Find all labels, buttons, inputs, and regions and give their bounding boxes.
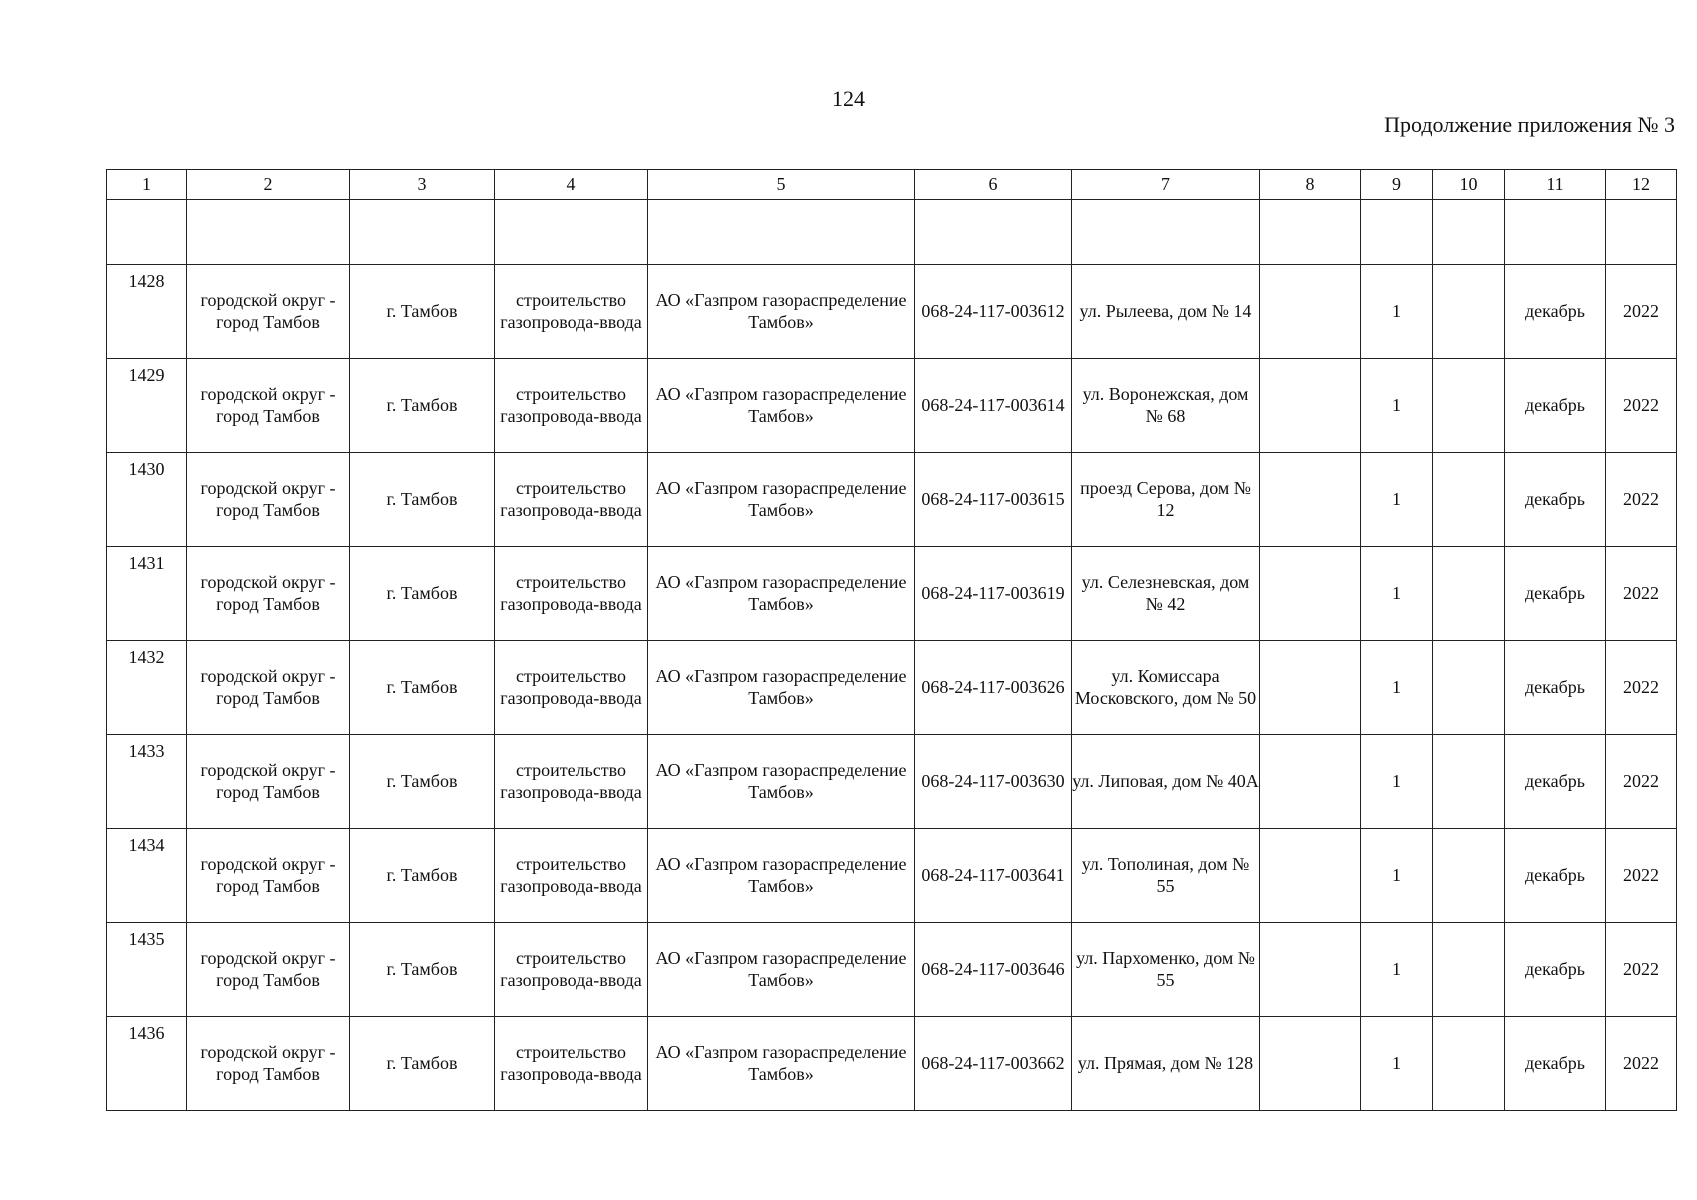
count-cell: 1 bbox=[1361, 547, 1433, 641]
work-type-cell: строительство газопровода-ввода bbox=[495, 359, 648, 453]
column-10-cell bbox=[1433, 453, 1505, 547]
month-cell: декабрь bbox=[1505, 1017, 1606, 1111]
count-cell: 1 bbox=[1361, 923, 1433, 1017]
address-cell: проезд Серова, дом № 12 bbox=[1072, 453, 1260, 547]
count-cell: 1 bbox=[1361, 735, 1433, 829]
table-row bbox=[107, 265, 1677, 359]
column-10-cell bbox=[1433, 1017, 1505, 1111]
table-row bbox=[107, 923, 1677, 1017]
column-8-cell bbox=[1260, 641, 1361, 735]
column-header: 12 bbox=[1606, 170, 1677, 200]
column-10-cell bbox=[1433, 547, 1505, 641]
table-row bbox=[107, 453, 1677, 547]
count-cell: 1 bbox=[1361, 359, 1433, 453]
work-type-cell: строительство газопровода-ввода bbox=[495, 641, 648, 735]
appendix-continuation-note: Продолжение приложения № 3 bbox=[1384, 112, 1675, 137]
row-number-cell: 1428 bbox=[107, 265, 187, 359]
column-header: 10 bbox=[1433, 170, 1505, 200]
row-number-cell: 1434 bbox=[107, 829, 187, 923]
work-type-cell: строительство газопровода-ввода bbox=[495, 265, 648, 359]
table-body bbox=[107, 265, 1677, 1111]
locality-cell: г. Тамбов bbox=[350, 359, 495, 453]
column-8-cell bbox=[1260, 1017, 1361, 1111]
organization-cell: АО «Газпром газораспределение Тамбов» bbox=[648, 641, 915, 735]
organization-cell: АО «Газпром газораспределение Тамбов» bbox=[648, 453, 915, 547]
column-10-cell bbox=[1433, 641, 1505, 735]
column-header: 9 bbox=[1361, 170, 1433, 200]
empty-cell bbox=[1361, 200, 1433, 265]
column-header: 11 bbox=[1505, 170, 1606, 200]
empty-cell bbox=[1260, 200, 1361, 265]
column-10-cell bbox=[1433, 735, 1505, 829]
count-cell: 1 bbox=[1361, 453, 1433, 547]
organization-cell: АО «Газпром газораспределение Тамбов» bbox=[648, 359, 915, 453]
registration-code-cell: 068-24-117-003619 bbox=[915, 547, 1072, 641]
column-header: 6 bbox=[915, 170, 1072, 200]
row-number-cell: 1433 bbox=[107, 735, 187, 829]
work-type-cell: строительство газопровода-ввода bbox=[495, 453, 648, 547]
month-cell: декабрь bbox=[1505, 641, 1606, 735]
column-header: 7 bbox=[1072, 170, 1260, 200]
table-row bbox=[107, 641, 1677, 735]
month-cell: декабрь bbox=[1505, 359, 1606, 453]
empty-cell bbox=[1606, 200, 1677, 265]
address-cell: ул. Комиссара Московского, дом № 50 bbox=[1072, 641, 1260, 735]
empty-cell bbox=[1505, 200, 1606, 265]
organization-cell: АО «Газпром газораспределение Тамбов» bbox=[648, 265, 915, 359]
column-10-cell bbox=[1433, 829, 1505, 923]
locality-cell: г. Тамбов bbox=[350, 547, 495, 641]
district-cell: городской округ - город Тамбов bbox=[187, 641, 350, 735]
locality-cell: г. Тамбов bbox=[350, 923, 495, 1017]
column-header: 5 bbox=[648, 170, 915, 200]
empty-cell bbox=[1433, 200, 1505, 265]
registration-code-cell: 068-24-117-003641 bbox=[915, 829, 1072, 923]
empty-cell bbox=[915, 200, 1072, 265]
district-cell: городской округ - город Тамбов bbox=[187, 1017, 350, 1111]
table-row bbox=[107, 735, 1677, 829]
address-cell: ул. Пархоменко, дом № 55 bbox=[1072, 923, 1260, 1017]
organization-cell: АО «Газпром газораспределение Тамбов» bbox=[648, 735, 915, 829]
column-header: 8 bbox=[1260, 170, 1361, 200]
work-type-cell: строительство газопровода-ввода bbox=[495, 829, 648, 923]
row-number-cell: 1435 bbox=[107, 923, 187, 1017]
organization-cell: АО «Газпром газораспределение Тамбов» bbox=[648, 1017, 915, 1111]
count-cell: 1 bbox=[1361, 1017, 1433, 1111]
district-cell: городской округ - город Тамбов bbox=[187, 453, 350, 547]
registration-code-cell: 068-24-117-003646 bbox=[915, 923, 1072, 1017]
locality-cell: г. Тамбов bbox=[350, 1017, 495, 1111]
page-number: 124 bbox=[832, 86, 865, 111]
organization-cell: АО «Газпром газораспределение Тамбов» bbox=[648, 923, 915, 1017]
empty-cell bbox=[648, 200, 915, 265]
month-cell: декабрь bbox=[1505, 453, 1606, 547]
month-cell: декабрь bbox=[1505, 265, 1606, 359]
address-cell: ул. Тополиная, дом № 55 bbox=[1072, 829, 1260, 923]
address-cell: ул. Селезневская, дом № 42 bbox=[1072, 547, 1260, 641]
district-cell: городской округ - город Тамбов bbox=[187, 547, 350, 641]
registration-code-cell: 068-24-117-003662 bbox=[915, 1017, 1072, 1111]
table-row bbox=[107, 1017, 1677, 1111]
year-cell: 2022 bbox=[1606, 359, 1677, 453]
column-number-header-row bbox=[107, 170, 1677, 200]
locality-cell: г. Тамбов bbox=[350, 265, 495, 359]
empty-table-row bbox=[107, 200, 1677, 265]
work-type-cell: строительство газопровода-ввода bbox=[495, 547, 648, 641]
column-10-cell bbox=[1433, 359, 1505, 453]
district-cell: городской округ - город Тамбов bbox=[187, 265, 350, 359]
year-cell: 2022 bbox=[1606, 453, 1677, 547]
work-type-cell: строительство газопровода-ввода bbox=[495, 735, 648, 829]
column-8-cell bbox=[1260, 265, 1361, 359]
year-cell: 2022 bbox=[1606, 547, 1677, 641]
empty-cell bbox=[187, 200, 350, 265]
document-table-container bbox=[106, 169, 1676, 1111]
column-8-cell bbox=[1260, 923, 1361, 1017]
count-cell: 1 bbox=[1361, 265, 1433, 359]
year-cell: 2022 bbox=[1606, 923, 1677, 1017]
row-number-cell: 1432 bbox=[107, 641, 187, 735]
work-type-cell: строительство газопровода-ввода bbox=[495, 1017, 648, 1111]
locality-cell: г. Тамбов bbox=[350, 735, 495, 829]
year-cell: 2022 bbox=[1606, 735, 1677, 829]
locality-cell: г. Тамбов bbox=[350, 641, 495, 735]
year-cell: 2022 bbox=[1606, 1017, 1677, 1111]
address-cell: ул. Липовая, дом № 40А bbox=[1072, 735, 1260, 829]
empty-cell bbox=[107, 200, 187, 265]
month-cell: декабрь bbox=[1505, 547, 1606, 641]
month-cell: декабрь bbox=[1505, 735, 1606, 829]
column-header: 3 bbox=[350, 170, 495, 200]
district-cell: городской округ - город Тамбов bbox=[187, 735, 350, 829]
column-10-cell bbox=[1433, 265, 1505, 359]
locality-cell: г. Тамбов bbox=[350, 829, 495, 923]
organization-cell: АО «Газпром газораспределение Тамбов» bbox=[648, 547, 915, 641]
year-cell: 2022 bbox=[1606, 829, 1677, 923]
column-header: 1 bbox=[107, 170, 187, 200]
address-cell: ул. Воронежская, дом № 68 bbox=[1072, 359, 1260, 453]
column-8-cell bbox=[1260, 735, 1361, 829]
work-type-cell: строительство газопровода-ввода bbox=[495, 923, 648, 1017]
district-cell: городской округ - город Тамбов bbox=[187, 359, 350, 453]
organization-cell: АО «Газпром газораспределение Тамбов» bbox=[648, 829, 915, 923]
address-cell: ул. Прямая, дом № 128 bbox=[1072, 1017, 1260, 1111]
registration-code-cell: 068-24-117-003630 bbox=[915, 735, 1072, 829]
registration-code-cell: 068-24-117-003626 bbox=[915, 641, 1072, 735]
registration-code-cell: 068-24-117-003615 bbox=[915, 453, 1072, 547]
empty-cell bbox=[1072, 200, 1260, 265]
column-8-cell bbox=[1260, 547, 1361, 641]
district-cell: городской округ - город Тамбов bbox=[187, 829, 350, 923]
month-cell: декабрь bbox=[1505, 923, 1606, 1017]
table-row bbox=[107, 359, 1677, 453]
column-10-cell bbox=[1433, 923, 1505, 1017]
address-cell: ул. Рылеева, дом № 14 bbox=[1072, 265, 1260, 359]
column-8-cell bbox=[1260, 359, 1361, 453]
row-number-cell: 1429 bbox=[107, 359, 187, 453]
count-cell: 1 bbox=[1361, 829, 1433, 923]
row-number-cell: 1431 bbox=[107, 547, 187, 641]
empty-cell bbox=[350, 200, 495, 265]
registration-code-cell: 068-24-117-003612 bbox=[915, 265, 1072, 359]
empty-cell bbox=[495, 200, 648, 265]
year-cell: 2022 bbox=[1606, 641, 1677, 735]
count-cell: 1 bbox=[1361, 641, 1433, 735]
row-number-cell: 1430 bbox=[107, 453, 187, 547]
row-number-cell: 1436 bbox=[107, 1017, 187, 1111]
month-cell: декабрь bbox=[1505, 829, 1606, 923]
column-8-cell bbox=[1260, 453, 1361, 547]
column-header: 2 bbox=[187, 170, 350, 200]
year-cell: 2022 bbox=[1606, 265, 1677, 359]
locality-cell: г. Тамбов bbox=[350, 453, 495, 547]
table-row bbox=[107, 829, 1677, 923]
district-cell: городской округ - город Тамбов bbox=[187, 923, 350, 1017]
gas-pipeline-schedule-table bbox=[106, 169, 1677, 1111]
table-row bbox=[107, 547, 1677, 641]
column-8-cell bbox=[1260, 829, 1361, 923]
column-header: 4 bbox=[495, 170, 648, 200]
registration-code-cell: 068-24-117-003614 bbox=[915, 359, 1072, 453]
